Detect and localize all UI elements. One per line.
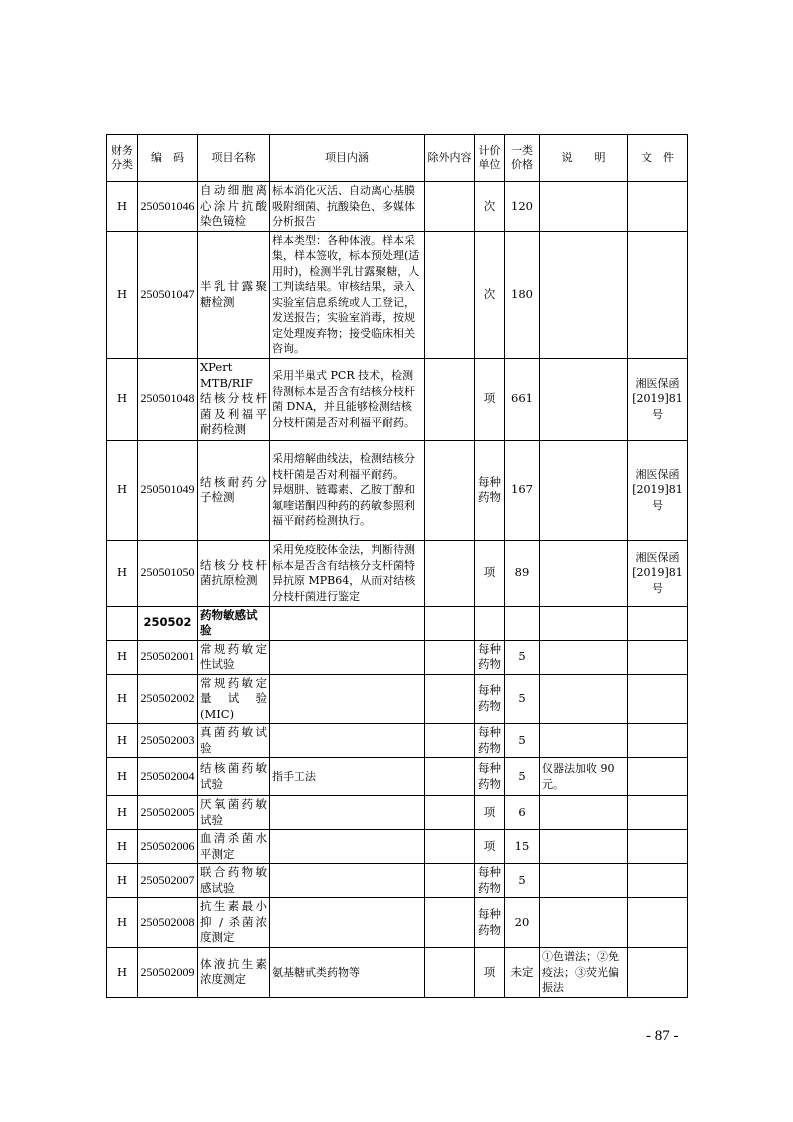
row-code: 250502008 bbox=[138, 898, 198, 948]
table-row bbox=[107, 640, 688, 674]
row-content: 标本消化灭活、自动离心基膜吸附细菌、抗酸染色、多媒体分析报告 bbox=[270, 182, 425, 232]
row-unit: 项 bbox=[475, 948, 505, 998]
row-unit: 每种药物 bbox=[475, 864, 505, 898]
table-row bbox=[107, 864, 688, 898]
row-name: 厌氧菌药敏试验 bbox=[198, 796, 270, 830]
table-row bbox=[107, 358, 688, 440]
row-name: 联合药物敏感试验 bbox=[198, 864, 270, 898]
row-unit: 项 bbox=[475, 796, 505, 830]
row-category: H bbox=[107, 898, 138, 948]
row-exclusions bbox=[425, 674, 475, 724]
row-content bbox=[270, 674, 425, 724]
row-name: 半乳甘露聚糖检测 bbox=[198, 231, 270, 358]
row-note bbox=[540, 182, 628, 232]
row-name: 结核耐药分子检测 bbox=[198, 440, 270, 540]
row-note bbox=[540, 674, 628, 724]
row-category: H bbox=[107, 796, 138, 830]
row-unit: 每种药物 bbox=[475, 674, 505, 724]
header-price: 一类价格 bbox=[505, 135, 540, 182]
row-price: 20 bbox=[505, 898, 540, 948]
row-content: 采用半巢式 PCR 技术，检测待测标本是否含有结核分枝杆菌 DNA，并且能够检测结核分枝杆菌是否对利福平耐药。 bbox=[270, 358, 425, 440]
row-code: 250502001 bbox=[138, 640, 198, 674]
row-note bbox=[540, 231, 628, 358]
row-file bbox=[628, 796, 688, 830]
row-file: 湘医保函[2019]81号 bbox=[628, 358, 688, 440]
row-code: 250502005 bbox=[138, 796, 198, 830]
row-file bbox=[628, 948, 688, 998]
row-file: 湘医保函[2019]81号 bbox=[628, 440, 688, 540]
row-exclusions bbox=[425, 540, 475, 606]
row-name: 抗生素最小抑 / 杀菌浓度测定 bbox=[198, 898, 270, 948]
row-content: 采用免疫胶体金法，判断待测标本是否含有结核分支杆菌特异抗原 MPB64，从而对结核分枝杆菌进行鉴定 bbox=[270, 540, 425, 606]
row-category: H bbox=[107, 640, 138, 674]
row-note bbox=[540, 358, 628, 440]
row-price: 120 bbox=[505, 182, 540, 232]
row-unit: 每种药物 bbox=[475, 440, 505, 540]
row-price: 5 bbox=[505, 674, 540, 724]
header-name: 项目名称 bbox=[198, 135, 270, 182]
header-note: 说 明 bbox=[540, 135, 628, 182]
row-price: 89 bbox=[505, 540, 540, 606]
row-exclusions bbox=[425, 830, 475, 864]
header-row bbox=[107, 135, 688, 182]
row-unit: 每种药物 bbox=[475, 640, 505, 674]
row-exclusions bbox=[425, 358, 475, 440]
row-file bbox=[628, 674, 688, 724]
table-row bbox=[107, 674, 688, 724]
page-number: - 87 - bbox=[646, 1028, 679, 1044]
fee-schedule-table bbox=[106, 134, 688, 998]
row-code: 250502007 bbox=[138, 864, 198, 898]
row-price: 661 bbox=[505, 358, 540, 440]
row-price: 5 bbox=[505, 640, 540, 674]
row-file bbox=[628, 898, 688, 948]
row-category: H bbox=[107, 758, 138, 796]
row-content bbox=[270, 898, 425, 948]
table-row bbox=[107, 948, 688, 998]
row-price: 未定 bbox=[505, 948, 540, 998]
row-category: H bbox=[107, 830, 138, 864]
table-row bbox=[107, 182, 688, 232]
row-file bbox=[628, 864, 688, 898]
row-name: 常规药敏定量试验(MIC) bbox=[198, 674, 270, 724]
row-note: ①色谱法；②免疫法；③荧光偏振法 bbox=[540, 948, 628, 998]
row-code: 250502004 bbox=[138, 758, 198, 796]
row-price: 5 bbox=[505, 758, 540, 796]
row-content: 氨基糖甙类药物等 bbox=[270, 948, 425, 998]
row-file bbox=[628, 231, 688, 358]
row-price: 5 bbox=[505, 864, 540, 898]
row-note: 仪器法加收 90 元。 bbox=[540, 758, 628, 796]
row-name: 体液抗生素浓度测定 bbox=[198, 948, 270, 998]
row-file bbox=[628, 830, 688, 864]
row-unit: 项 bbox=[475, 540, 505, 606]
header-content: 项目内涵 bbox=[270, 135, 425, 182]
row-content: 采用熔解曲线法，检测结核分枝杆菌是否对利福平耐药。 异烟肼、链霉素、乙胺丁醇和氟喹诺酮四种药的药敏参照利福平耐药检测执行。 bbox=[270, 440, 425, 540]
row-code: 250502006 bbox=[138, 830, 198, 864]
table-row bbox=[107, 231, 688, 358]
row-content bbox=[270, 724, 425, 758]
row-code: 250501047 bbox=[138, 231, 198, 358]
row-unit: 每种药物 bbox=[475, 898, 505, 948]
table-row bbox=[107, 898, 688, 948]
header-category: 财务分类 bbox=[107, 135, 138, 182]
row-note bbox=[540, 640, 628, 674]
row-unit: 每种药物 bbox=[475, 758, 505, 796]
row-code: 250501046 bbox=[138, 182, 198, 232]
row-unit: 项 bbox=[475, 358, 505, 440]
row-price: 180 bbox=[505, 231, 540, 358]
row-exclusions bbox=[425, 864, 475, 898]
row-exclusions bbox=[425, 440, 475, 540]
row-exclusions bbox=[425, 758, 475, 796]
row-code: 250501050 bbox=[138, 540, 198, 606]
table-row bbox=[107, 830, 688, 864]
section-code: 250502 bbox=[138, 606, 198, 640]
row-exclusions bbox=[425, 948, 475, 998]
row-content bbox=[270, 640, 425, 674]
table-row bbox=[107, 540, 688, 606]
row-price: 167 bbox=[505, 440, 540, 540]
row-exclusions bbox=[425, 231, 475, 358]
row-name: 常规药敏定性试验 bbox=[198, 640, 270, 674]
row-exclusions bbox=[425, 898, 475, 948]
header-unit: 计价单位 bbox=[475, 135, 505, 182]
row-file bbox=[628, 182, 688, 232]
row-unit: 次 bbox=[475, 231, 505, 358]
row-price: 6 bbox=[505, 796, 540, 830]
table-row bbox=[107, 724, 688, 758]
row-category: H bbox=[107, 231, 138, 358]
row-code: 250502002 bbox=[138, 674, 198, 724]
row-file bbox=[628, 724, 688, 758]
header-exclusions: 除外内容 bbox=[425, 135, 475, 182]
row-note bbox=[540, 724, 628, 758]
row-exclusions bbox=[425, 796, 475, 830]
row-exclusions bbox=[425, 640, 475, 674]
row-name: 血清杀菌水平测定 bbox=[198, 830, 270, 864]
row-content bbox=[270, 864, 425, 898]
row-code: 250501049 bbox=[138, 440, 198, 540]
row-note bbox=[540, 898, 628, 948]
row-category: H bbox=[107, 358, 138, 440]
row-unit: 项 bbox=[475, 830, 505, 864]
row-category: H bbox=[107, 540, 138, 606]
row-category: H bbox=[107, 182, 138, 232]
row-category: H bbox=[107, 864, 138, 898]
row-code: 250502003 bbox=[138, 724, 198, 758]
row-note bbox=[540, 830, 628, 864]
row-category: H bbox=[107, 440, 138, 540]
row-category: H bbox=[107, 948, 138, 998]
row-category: H bbox=[107, 674, 138, 724]
row-exclusions bbox=[425, 724, 475, 758]
row-exclusions bbox=[425, 182, 475, 232]
row-price: 15 bbox=[505, 830, 540, 864]
row-category: H bbox=[107, 724, 138, 758]
row-note bbox=[540, 796, 628, 830]
section-name: 药物敏感试验 bbox=[198, 606, 270, 640]
row-content bbox=[270, 830, 425, 864]
section-category bbox=[107, 606, 138, 640]
header-file: 文 件 bbox=[628, 135, 688, 182]
row-file bbox=[628, 758, 688, 796]
row-note bbox=[540, 540, 628, 606]
row-code: 250502009 bbox=[138, 948, 198, 998]
row-name: 自动细胞离心涂片抗酸染色镜检 bbox=[198, 182, 270, 232]
row-note bbox=[540, 864, 628, 898]
row-name: 结核分枝杆菌抗原检测 bbox=[198, 540, 270, 606]
row-name: 结核菌药敏试验 bbox=[198, 758, 270, 796]
table-row bbox=[107, 796, 688, 830]
row-content: 样本类型：各种体液。样本采集，样本签收，标本预处理(适用时)，检测半乳甘露聚糖，人工判读结果。审核结果，录入实验室信息系统或人工登记，发送报告；实验室消毒，按规定处理废弃物；接受临床相关咨询。 bbox=[270, 231, 425, 358]
table-row bbox=[107, 758, 688, 796]
section-row bbox=[107, 606, 688, 640]
row-name: XPert MTB/RIF 结核分枝杆菌及利福平耐药检测 bbox=[198, 358, 270, 440]
row-file: 湘医保函[2019]81号 bbox=[628, 540, 688, 606]
row-file bbox=[628, 640, 688, 674]
row-code: 250501048 bbox=[138, 358, 198, 440]
row-unit: 每种药物 bbox=[475, 724, 505, 758]
row-note bbox=[540, 440, 628, 540]
row-content: 指手工法 bbox=[270, 758, 425, 796]
row-price: 5 bbox=[505, 724, 540, 758]
row-content bbox=[270, 796, 425, 830]
table-row bbox=[107, 440, 688, 540]
row-name: 真菌药敏试验 bbox=[198, 724, 270, 758]
header-code: 编 码 bbox=[138, 135, 198, 182]
row-unit: 次 bbox=[475, 182, 505, 232]
